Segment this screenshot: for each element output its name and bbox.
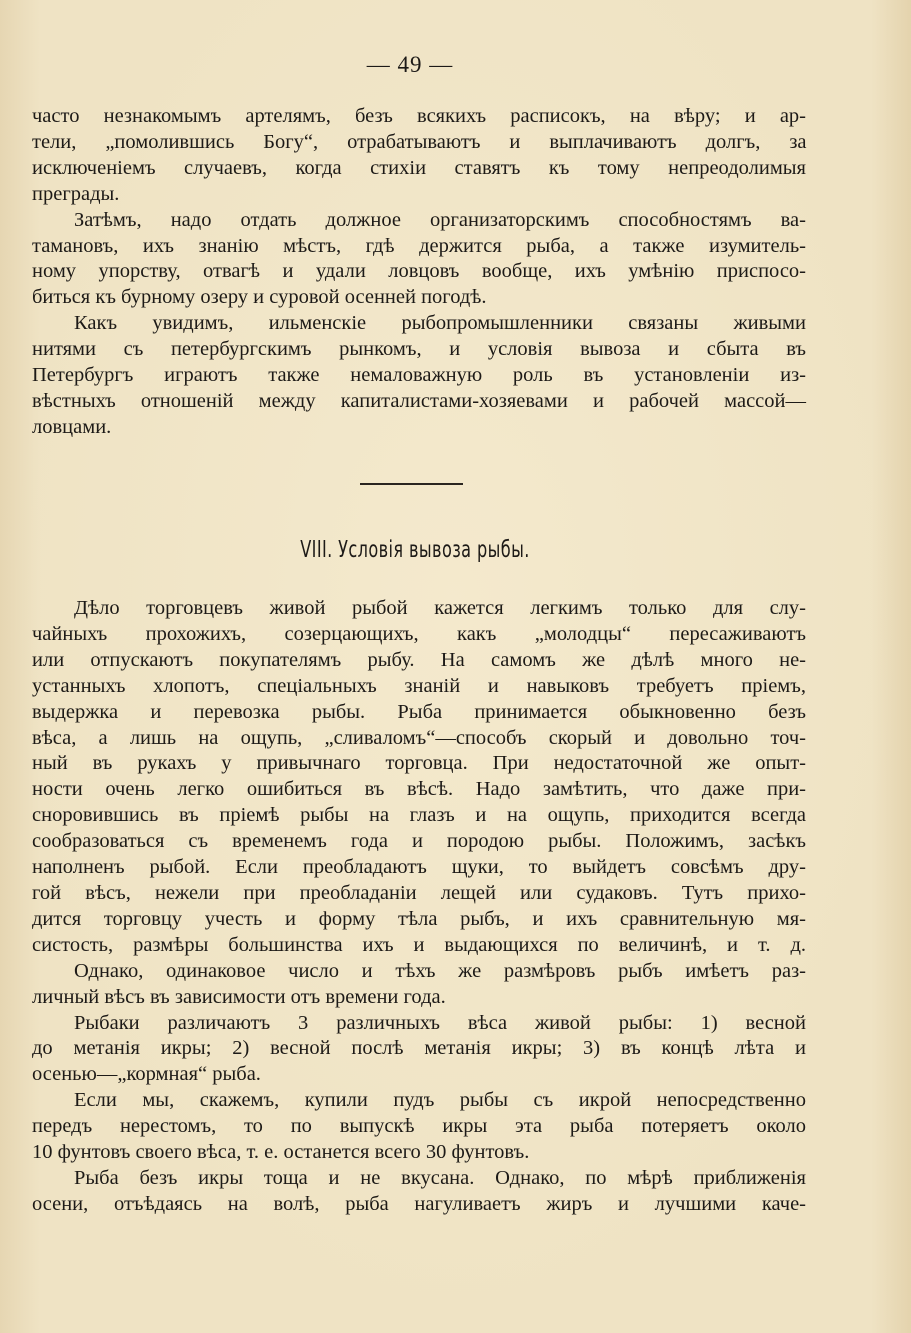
section-title-text: VIII. Условія вывоза рыбы. [300,537,530,563]
text-line: Дѣло торговцевъ живой рыбой кажется легкимъ только для слу- [74,597,806,619]
text-line: чайныхъ прохожихъ, созерцающихъ, какъ „молодцы“ пересаживаютъ [32,622,806,645]
text-line: устанныхъ хлопотъ, спеціальныхъ знаній и навыковъ требуетъ пріемъ, [32,674,806,697]
text-line: дится торговцу учесть и форму тѣла рыбъ, и ихъ сравнительную мя- [32,907,806,930]
text-line: тели, „помолившись Богу“, отрабатываютъ и выплачиваютъ долгъ, за [32,130,806,153]
text-line: вѣстныхъ отношеній между капиталистами-хозяевами и рабочей массой— [32,389,806,412]
section-title [91,537,738,563]
text-line: сообразоваться съ временемъ года и породою рыбы. Положимъ, засѣкъ [32,830,806,853]
body-paragraphs [32,596,806,1218]
text-line: ности очень легко ошибиться въ вѣсѣ. Надо замѣтить, что даже при- [32,778,806,801]
text-line: Однако, одинаковое число и тѣхъ же размѣровъ рыбъ имѣетъ раз- [74,959,806,982]
text-line: сноровившись въ пріемѣ рыбы на глазъ и на ощупь, приходится всегда [32,804,806,827]
text-line: личный вѣсъ въ зависимости отъ времени года. [32,985,446,1008]
text-line: ный въ рукахъ у привычнаго торговца. При недостаточной же опыт- [32,752,806,775]
section-divider [360,483,463,485]
text-line: Какъ увидимъ, ильменскіе рыбопромышленники связаны живыми [74,312,806,335]
text-line: гой вѣсъ, нежели при преобладаніи лещей или судаковъ. Тутъ прихо- [32,881,806,904]
text-line: или отпускаютъ покупателямъ рыбу. На самомъ же дѣлѣ много не- [32,648,806,671]
text-line: биться къ бурному озеру и суровой осенней погодѣ. [32,286,487,309]
text-line: Затѣмъ, надо отдать должное организаторскимъ способностямъ ва- [74,208,806,231]
text-line: выдержка и перевозка рыбы. Рыба принимается обыкновенно безъ [32,700,806,723]
text-line: передъ нерестомъ, то по выпускѣ икры эта рыба потеряетъ около [32,1115,806,1138]
text-line: наполненъ рыбой. Если преобладаютъ щуки, то выйдетъ совсѣмъ дру- [32,856,806,879]
text-line: часто незнакомымъ артелямъ, безъ всякихъ расписокъ, на вѣру; и ар- [32,105,806,127]
text-line: преграды. [32,182,120,205]
text-line: ному упорству, отвагѣ и удали ловцовъ вообще, ихъ умѣнію приспосо- [32,260,806,283]
page-number: — 49 — [366,52,454,77]
text-line: Рыба безъ икры тоща и не вкусана. Однако, по мѣрѣ приближенія [74,1166,806,1189]
text-line: нитями съ петербургскимъ рынкомъ, и условія вывоза и сбыта въ [32,338,806,361]
text-line: ловцами. [32,415,112,438]
text-line: исключеніемъ случаевъ, когда стихіи ставятъ къ тому непреодолимыя [32,156,806,179]
text-line: Петербургъ играютъ также немаловажную роль въ установленіи из- [32,364,806,387]
text-line: Если мы, скажемъ, купили пудъ рыбы съ икрой непосредственно [74,1089,806,1112]
top-paragraphs [32,104,806,441]
text-line: Рыбаки различаютъ 3 различныхъ вѣса живой рыбы: 1) весной [74,1011,806,1034]
text-line: вѣса, а лишь на ощупь, „сливаломъ“—способъ скорый и довольно точ- [32,726,806,749]
text-line: тамановъ, ихъ знанію мѣстъ, гдѣ держится рыба, а также изумитель- [32,234,806,257]
text-line: осенью—„кормная“ рыба. [32,1063,261,1086]
text-line: 10 фунтовъ своего вѣса, т. е. останется всего 30 фунтовъ. [32,1141,530,1164]
text-line: до метанія икры; 2) весной послѣ метанія икры; 3) въ концѣ лѣта и [32,1037,806,1060]
text-line: систость, размѣры большинства ихъ и выдающихся по величинѣ, и т. д. [32,933,806,956]
text-line: осени, отъѣдаясь на волѣ, рыба нагуливаетъ жиръ и лучшими каче- [32,1192,806,1215]
